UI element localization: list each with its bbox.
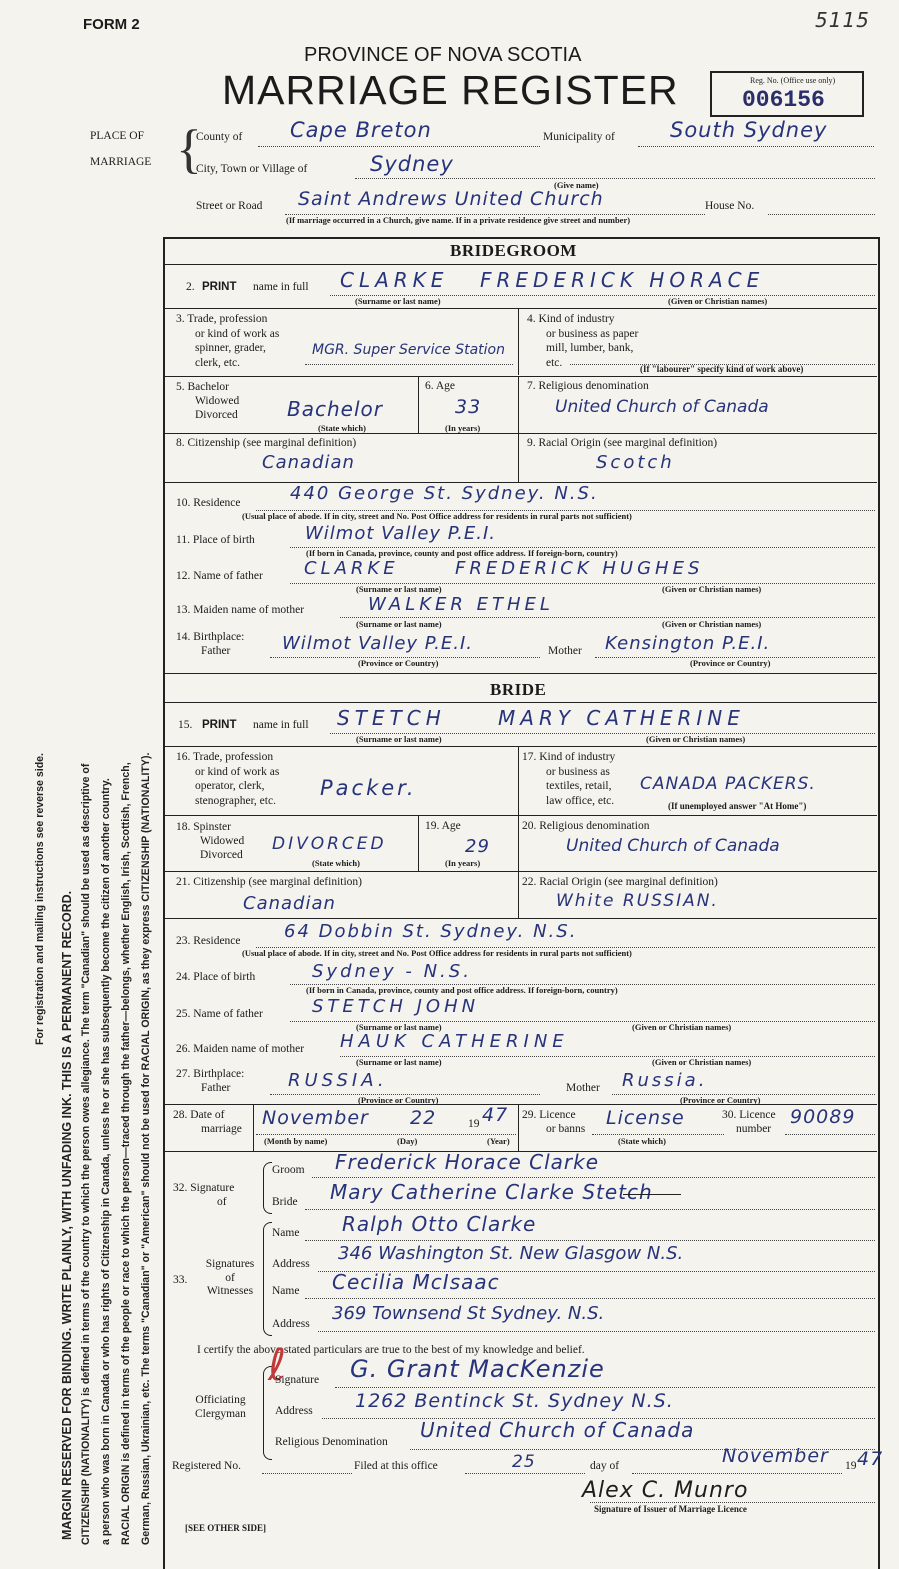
groom-trade[interactable]: MGR. Super Service Station [312,342,505,358]
w1-address-label: Address [272,1258,310,1270]
q16-label: 16. Trade, profession or kind of work as operator, clerk, stenographer, etc. [176,751,280,807]
house-label: House No. [705,200,755,212]
margin-racial-def-1: RACIAL ORIGIN is defined in terms of the people or race to which the person—traced through the father—belongs, whether English, Irish, Scottish, French, [120,762,132,1545]
q15-label: name in full [253,719,309,731]
groom-signature[interactable]: Frederick Horace Clarke [335,1150,600,1174]
street-label: Street or Road [196,200,263,212]
q32-label: 32. Signature of [173,1182,235,1208]
mother-given-caption: (Given or Christian names) [662,619,762,629]
surname-caption: (Surname or last name) [355,296,441,306]
reg-number: 006156 [742,87,825,113]
bride-father-birthplace[interactable]: RUSSIA. [288,1070,388,1091]
res-note: (Usual place of abode. If in city, street and No. Post Office address for residents in rural parts not sufficient) [242,511,632,521]
bride-state-which: (State which) [312,858,360,868]
groom-surname[interactable]: CLARKE [340,268,449,292]
q2-print: PRINT [202,281,237,293]
marriage-year[interactable]: 47 [482,1104,509,1126]
bride-father-given-cap: (Given or Christian names) [632,1022,732,1032]
reg-number-label: Reg. No. (Office use only) [750,76,836,85]
bride-citizenship[interactable]: Canadian [243,893,336,914]
red-mark-icon: ℓ [268,1340,287,1391]
q14-mother-label: Mother [548,645,582,657]
bride-mother-given-cap: (Given or Christian names) [652,1057,752,1067]
q9-label: 9. Racial Origin (see marginal definition) [527,437,718,449]
mother-prov-caption: (Province or Country) [690,658,771,668]
margin-binding-note: MARGIN RESERVED FOR BINDING. WRITE PLAINLY, WITH UNFADING INK. THIS IS A PERMANENT RECORD. [60,890,74,1540]
clergy-denomination[interactable]: United Church of Canada [420,1418,695,1442]
bride-mother-maiden[interactable]: HAUK CATHERINE [340,1031,569,1052]
birth-note: (If born in Canada, province, county and post office address. If foreign-born, country) [306,548,618,558]
given-caption: (Given or Christian names) [668,296,768,306]
q5-label: 5. Bachelor Widowed Divorced [176,381,240,421]
municipality-field[interactable]: South Sydney [670,118,828,142]
witness2-address[interactable]: 369 Townsend St Sydney. N.S. [332,1303,605,1324]
q19-label: 19. Age [425,820,461,832]
q27-label: 27. Birthplace: [176,1068,245,1080]
q12-label: 12. Name of father [176,570,263,582]
q29-label: 29. Licence or banns [522,1109,586,1135]
groom-father-given[interactable]: FREDERICK HUGHES [455,558,704,579]
q33-brace [263,1222,272,1336]
marriage-day[interactable]: 22 [410,1107,437,1129]
bride-industry[interactable]: CANADA PACKERS. [640,774,816,794]
day-caption: (Day) [397,1136,418,1146]
q23-label: 23. Residence [176,935,241,947]
reg-number-box [710,71,864,117]
groom-residence[interactable]: 440 George St. Sydney. N.S. [290,483,599,504]
q10-label: 10. Residence [176,497,241,509]
marriage-month[interactable]: November [262,1107,369,1129]
city-label: City, Town or Village of [196,163,308,175]
q15-number: 15. [178,719,193,731]
bridegroom-heading: BRIDEGROOM [450,241,577,260]
bride-sig-label: Bride [272,1196,298,1208]
bride-father[interactable]: STETCH JOHN [312,996,480,1017]
bride-mother-prov-cap: (Province or Country) [680,1095,761,1105]
q30-label: 30. Licence number [722,1109,776,1135]
q11-label: 11. Place of birth [176,534,255,546]
bride-in-years: (In years) [445,858,481,868]
church-note: (If marriage occurred in a Church, give name. If in a private residence give street and number) [286,215,631,225]
bride-racial-origin[interactable]: White RUSSIAN. [556,891,719,911]
bride-given-caption: (Given or Christian names) [646,734,746,744]
corner-note: 5115 [815,8,870,32]
q13-label: 13. Maiden name of mother [176,604,305,616]
q2-label: name in full [253,281,309,293]
margin-mailing-note: For registration and mailing instructions see reverse side. [34,752,46,1045]
state-which-caption: (State which) [318,423,366,433]
filed-label: Filed at this office [354,1460,438,1472]
q15-print: PRINT [202,719,237,731]
q14-father-label: Father [201,645,231,657]
w2-name-label: Name [272,1285,300,1297]
place-label: PLACE OF [90,130,144,142]
groom-given[interactable]: FREDERICK HORACE [480,268,765,292]
witness1-name[interactable]: Ralph Otto Clarke [342,1212,537,1236]
place-label-2: MARRIAGE [90,156,152,168]
w2-address-label: Address [272,1318,310,1330]
q20-label: 20. Religious denomination [522,820,650,832]
certify-text: I certify the above stated particulars are true to the best of my knowledge and belief. [197,1344,585,1356]
q32-brace [263,1162,272,1214]
clergy-address-label: Address [275,1405,313,1417]
groom-father-birthplace[interactable]: Wilmot Valley P.E.I. [282,633,473,654]
q4-note: (If "labourer" specify kind of work above) [640,364,804,374]
place-brace: { [176,119,202,179]
bride-surname[interactable]: STETCH [337,706,446,730]
bride-residence[interactable]: 64 Dobbin St. Sydney. N.S. [284,921,578,942]
licence-state-which: (State which) [618,1136,666,1146]
month-caption: (Month by name) [264,1136,328,1146]
groom-age[interactable]: 33 [455,396,482,418]
street-field[interactable]: Saint Andrews United Church [298,188,604,210]
q21-label: 21. Citizenship (see marginal definition) [176,876,362,888]
bride-father-prov-cap: (Province or Country) [358,1095,439,1105]
q25-label: 25. Name of father [176,1008,263,1020]
q18-label: 18. Spinster Widowed Divorced [176,821,245,861]
q24-label: 24. Place of birth [176,971,256,983]
groom-father-surname[interactable]: CLARKE [304,558,399,579]
day-of-label: day of [590,1460,620,1472]
bride-heading: BRIDE [490,680,547,699]
bride-signature[interactable]: Mary Catherine Clarke Stetch [330,1180,653,1204]
bride-res-note: (Usual place of abode. If in city, street and No. Post Office address for residents in rural parts not sufficient) [242,948,632,958]
q7-label: 7. Religious denomination [527,380,649,392]
q17-note: (If unemployed answer "At Home") [668,801,807,811]
clergy-sig-label: Signature [275,1374,320,1386]
licence-number[interactable]: 90089 [790,1106,856,1128]
q17-label: 17. Kind of industry or business as textiles, retail, law office, etc. [522,751,616,807]
county-label: County of [196,131,243,143]
licence-or-banns[interactable]: License [606,1107,685,1129]
bride-age[interactable]: 29 [465,836,490,857]
give-name-caption: (Give name) [554,180,599,190]
q8-label: 8. Citizenship (see marginal definition) [176,437,357,449]
q3-label: 3. Trade, profession or kind of work as spinner, grader, clerk, etc. [176,313,280,369]
father-given-caption: (Given or Christian names) [662,584,762,594]
q33-label: Signatures of Witnesses [205,1258,255,1297]
bride-birthplace[interactable]: Sydney - N.S. [312,961,472,982]
bride-marital[interactable]: DIVORCED [272,834,387,854]
groom-birthplace[interactable]: Wilmot Valley P.E.I. [305,523,496,544]
witness2-name[interactable]: Cecilia McIsaac [332,1270,500,1294]
filed-day[interactable]: 25 [512,1452,536,1472]
bride-birth-note: (If born in Canada, province, county and post office address. If foreign-born, country) [306,985,618,995]
father-prov-caption: (Province or Country) [358,658,439,668]
strikethrough [623,1194,681,1195]
form-number: FORM 2 [83,16,140,33]
groom-religion[interactable]: United Church of Canada [555,397,769,417]
registered-label: Registered No. [172,1460,241,1472]
municipality-label: Municipality of [543,131,615,143]
q22-label: 22. Racial Origin (see marginal definition) [522,876,718,888]
groom-mother-birthplace[interactable]: Kensington P.E.I. [605,633,771,654]
q4-label: 4. Kind of industry or business as paper mill, lumber, bank, etc. [527,313,639,369]
q28-label: 28. Date of marriage [173,1109,242,1135]
see-other-side: [SEE OTHER SIDE] [185,1523,267,1533]
margin-citizenship-def-2: a person who was born in Canada or who has rights of Citizenship in Canada, unless he or she has subsequently become the citizen of another country. [100,778,112,1545]
bride-mother-birthplace[interactable]: Russia. [622,1070,708,1091]
groom-mother-maiden[interactable]: WALKER ETHEL [368,594,554,615]
q27-mother-label: Mother [566,1082,600,1094]
clergy-signature[interactable]: G. Grant MacKenzie [350,1355,605,1383]
bride-surname-caption: (Surname or last name) [356,734,442,744]
filed-month[interactable]: November [722,1445,829,1467]
year-caption: (Year) [487,1136,510,1146]
province-heading: PROVINCE OF NOVA SCOTIA [304,44,582,66]
q27-father-label: Father [201,1082,231,1094]
denomination-label: Religious Denomination [275,1436,388,1448]
q14-label: 14. Birthplace: [176,631,245,643]
bride-given[interactable]: MARY CATHERINE [498,706,745,730]
issuer-signature[interactable]: Alex C. Munro [582,1478,749,1503]
margin-citizenship-def-1: CITIZENSHIP (NATIONALITY) is defined in terms of the country to which the person owes allegiance. The term "Canadian" should be used as descriptive of [80,763,92,1545]
groom-racial-origin[interactable]: Scotch [596,452,675,473]
groom-citizenship[interactable]: Canadian [262,452,355,473]
witness1-address[interactable]: 346 Washington St. New Glasgow N.S. [338,1243,684,1264]
groom-sig-label: Groom [272,1164,305,1176]
marriage-year-prefix: 19 [468,1118,480,1130]
father-surname-caption: (Surname or last name) [356,584,442,594]
bride-trade[interactable]: Packer. [320,776,417,800]
q33-number: 33. [173,1274,188,1286]
margin-racial-def-2: German, Russian, Ukrainian, etc. The terms "Canadian" or "American" should not be used for RACIAL ORIGIN, as they express CITIZENSHIP (NATIONALITY). [140,752,152,1545]
bride-father-surname-cap: (Surname or last name) [356,1022,442,1032]
city-field[interactable]: Sydney [370,152,454,176]
filed-year[interactable]: 47 [857,1448,884,1470]
bride-mother-surname-cap: (Surname or last name) [356,1057,442,1067]
q6-label: 6. Age [425,380,456,392]
bride-religion[interactable]: United Church of Canada [566,836,780,856]
county-field[interactable]: Cape Breton [290,118,432,142]
w1-name-label: Name [272,1227,300,1239]
filed-year-prefix: 19 [845,1460,857,1472]
q26-label: 26. Maiden name of mother [176,1043,305,1055]
clergy-address[interactable]: 1262 Bentinck St. Sydney N.S. [355,1390,674,1412]
page-title: MARRIAGE REGISTER [222,67,679,113]
in-years-caption: (In years) [445,423,481,433]
issuer-caption: Signature of Issuer of Marriage Licence [594,1504,747,1514]
clergy-label: Officiating Clergyman [195,1394,246,1420]
mother-surname-caption: (Surname or last name) [356,619,442,629]
q2-number: 2. [186,281,195,293]
groom-marital[interactable]: Bachelor [287,397,383,421]
